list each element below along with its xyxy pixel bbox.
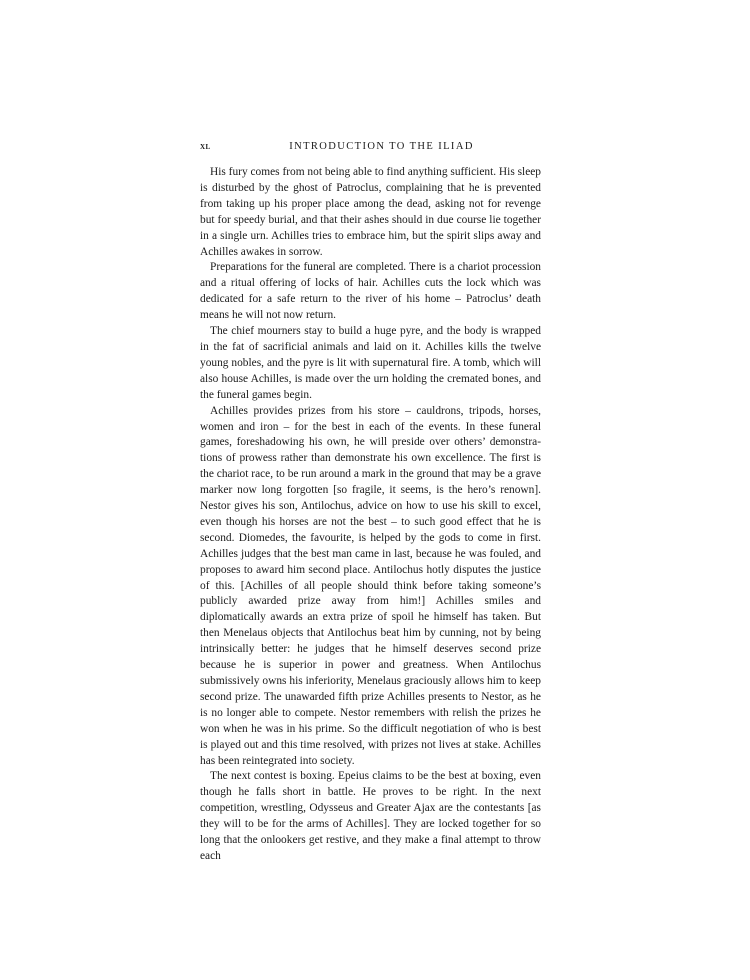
paragraph: His fury comes from not being able to find anything sufficient. His sleep is disturbed by the ghost of Patroclus, complaining that he is prevented from taking up his proper place among the dead, asking not for revenge but for speedy burial, and that their ashes should in due course lie together in a single urn. Achilles tries to embrace him, but the spirit slips away and Achilles awakes in sorrow. [200, 166, 542, 258]
paragraph: Preparations for the funeral are completed. There is a chariot procession and a ritual offering of locks of hair. Achilles cuts the lock which was dedicated for a safe return to the river of his home – Patroclus’ death means he will not now return. [200, 261, 541, 322]
paragraph: Achilles provides prizes from his store – cauldrons, tripods, horses, women and iron – for the best in each of the events. In these funeral games, foreshadowing his own, he will preside over others’ demonstrations of prowess rather than demonstrate his own excellence. The first is the chariot race, to be run around a mark in the ground that may be a grave marker now long forgotten [so fragile, it seems, is the hero’s renown]. Nestor gives his son, Antilochus, advice on how to use his skill to excel, even though his horses are not the best – to such good effect that he is second. Diomedes, the favourite, is helped by the gods to come in first. Achilles judges that the best man came in last, because he was fouled, and proposes to award him second place. Antilochus hotly disputes the justice of this. [Achilles of all people should think before taking someone’s publicly awarded prize away from him!] Achilles smiles and diplomatically awards an extra prize of spoil he himself has taken. But then Menelaus objects that Antilochus beat him by cunning, not by being intrinsically better: he judges that he himself deserves second prize because he is superior in power and greatness. When Antilochus submissively owns his inferiority, Menelaus graciously allows him to keep second prize. The unawarded fifth prize Achilles presents to Nestor, as he is no longer able to compete. Nestor remembers with relish the prizes he won when he was in his prime. So the difficult negotiation of who is best is played out and this time resolved, with prizes not lives at stake. Achilles has been reintegrated into society. [200, 404, 541, 767]
running-title: INTRODUCTION TO THE ILIAD [289, 141, 474, 152]
paragraph: The next contest is boxing. Epeius claims to be the best at boxing, even though he falls short in battle. He proves to be right. In the next competition, wrestling, Odysseus and Greater Ajax are the contestants [as they will to be for the arms of Achilles]. They are locked together for so long that the onlookers get restive, and they make a final attempt to throw each [200, 770, 541, 862]
page-number: xl [200, 141, 211, 152]
paragraph: The chief mourners stay to build a huge pyre, and the body is wrapped in the fat of sacrificial animals and laid on it. Achilles kills the twelve young nobles, and the pyre is lit with supernatural fire. A tomb, which will also house Achilles, is made over the urn holding the cremated bones, and the funeral games begin. [200, 325, 541, 401]
running-head [200, 141, 541, 159]
book-page [200, 141, 541, 865]
body-text [200, 165, 541, 865]
